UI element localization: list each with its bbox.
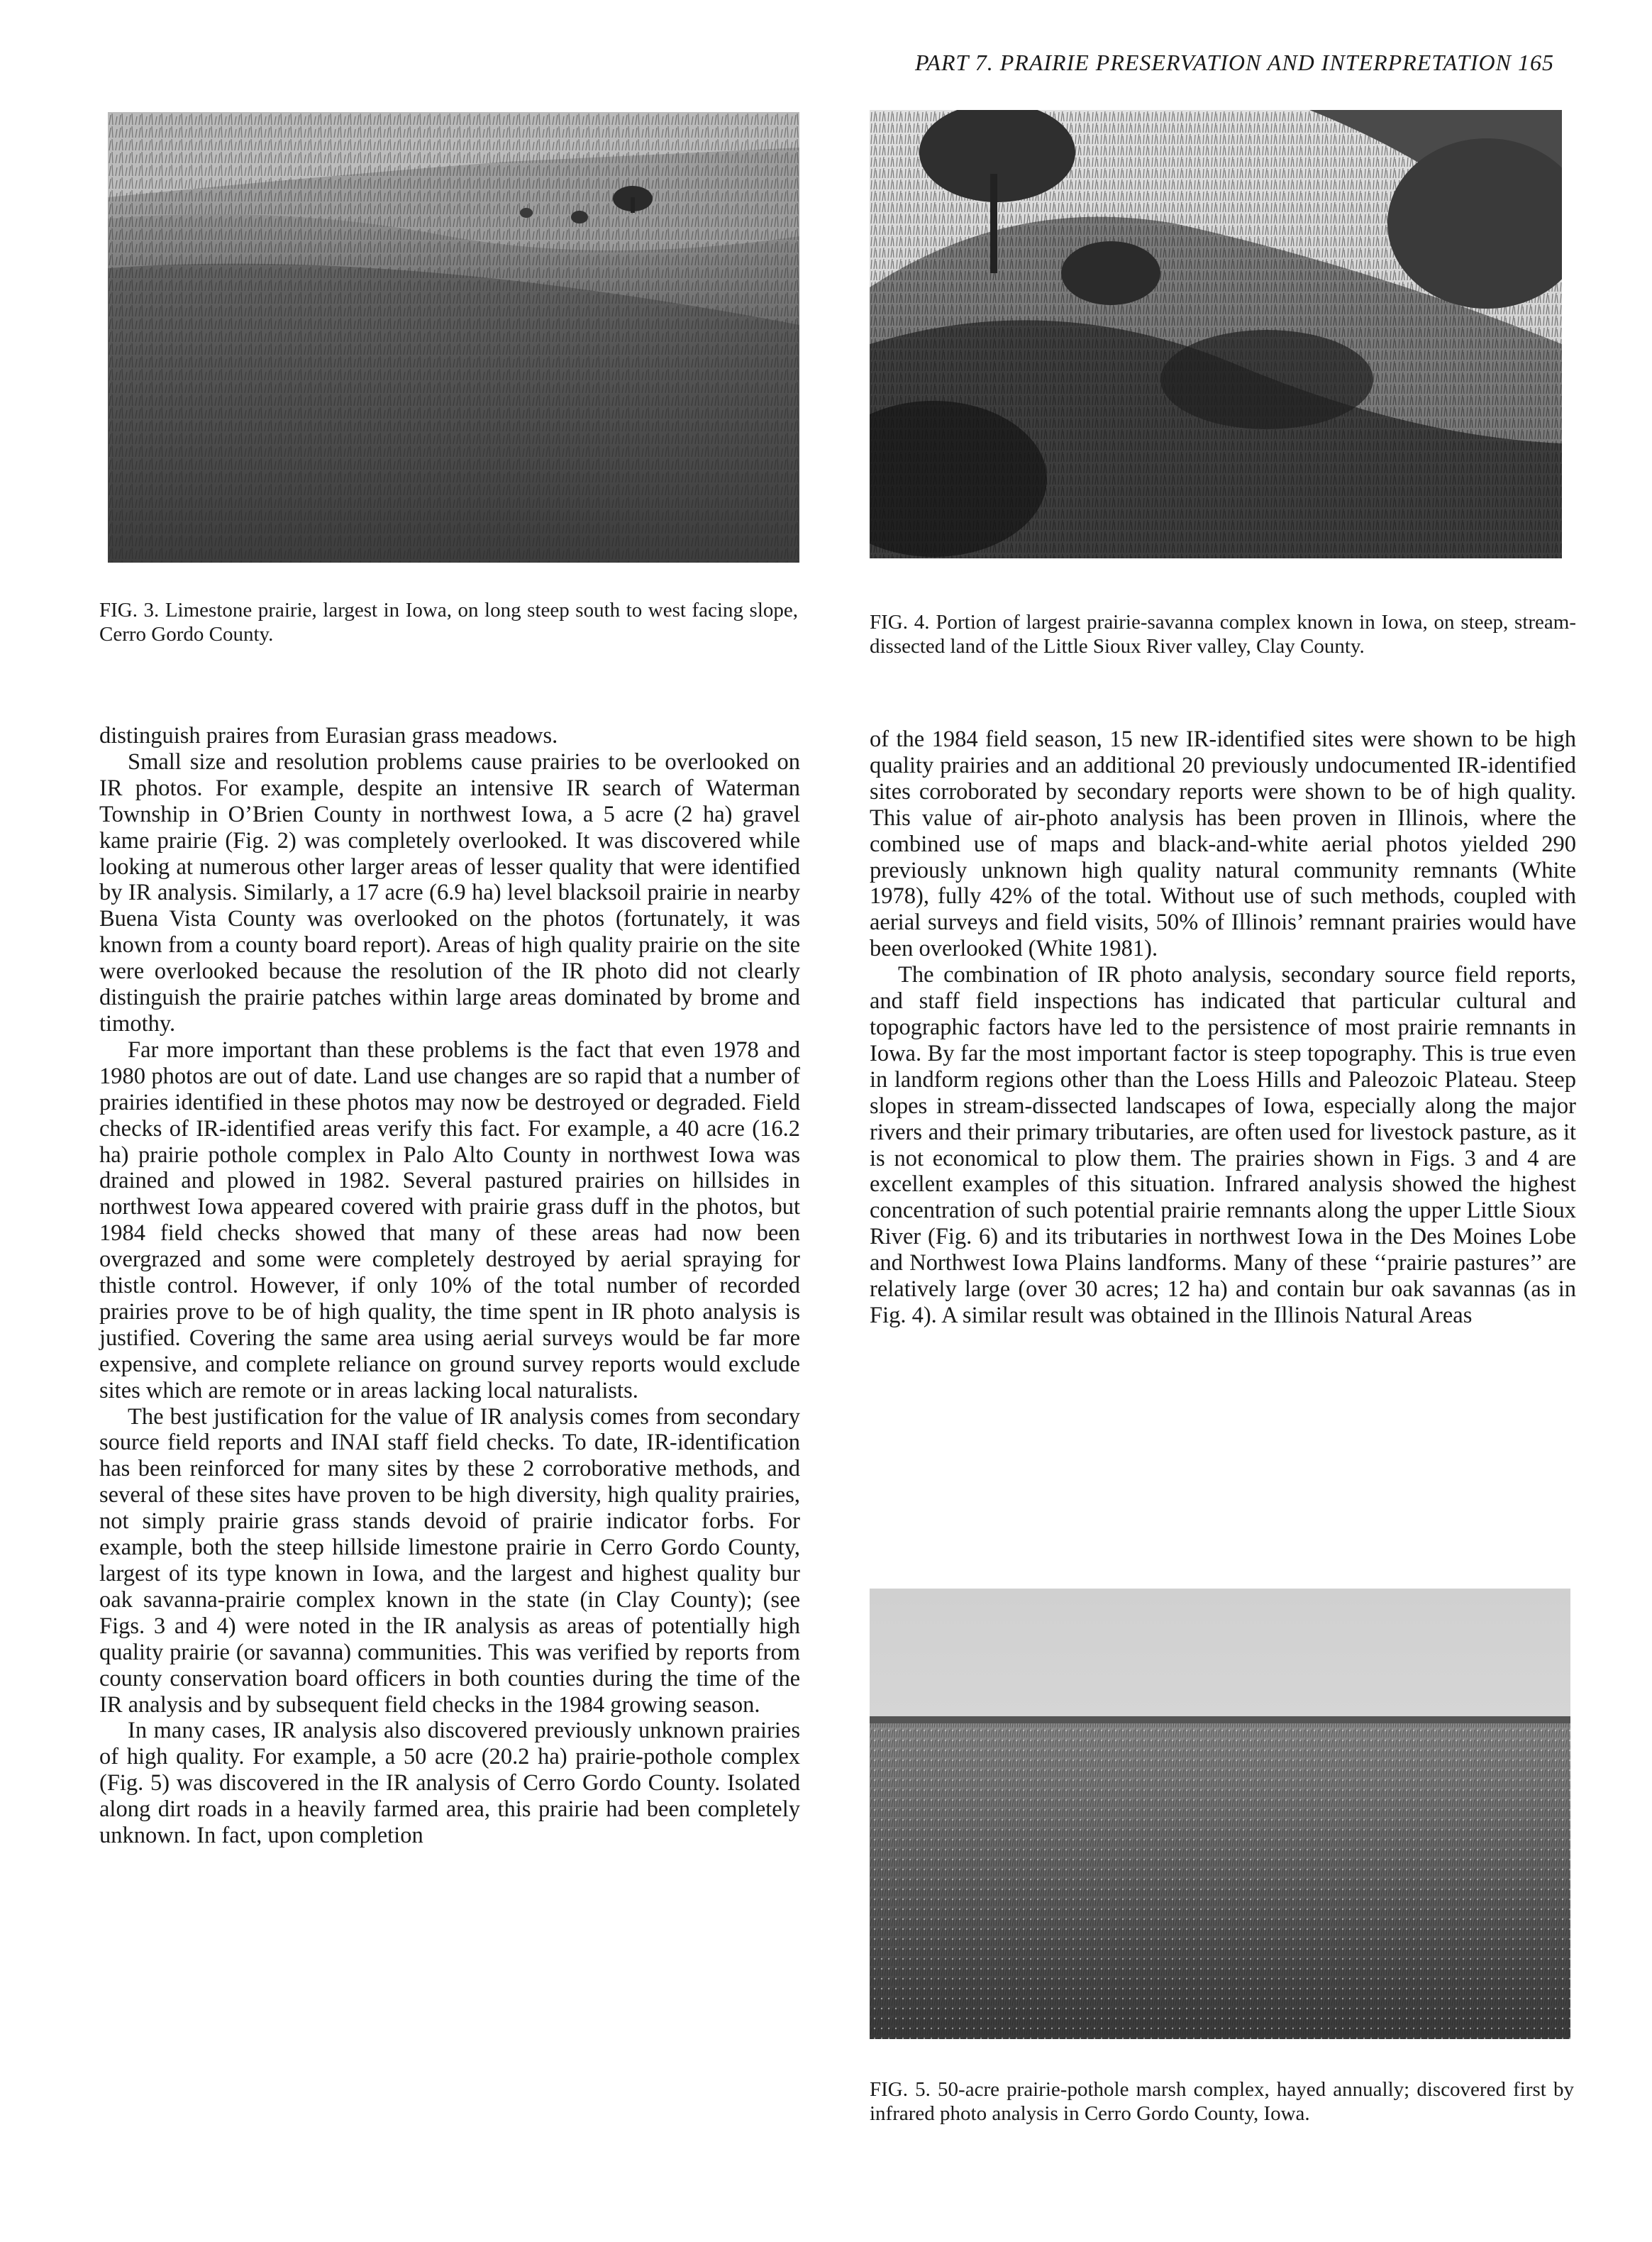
paragraph: The best justification for the value of IR analysis comes from secondary source field reports and INAI staff field checks. To date, IR-identification has been reinforced for many sites by these 2 corroborative methods, and several of these sites have proven to be high diversity, high quality prairies, not simply prairie grass stands devoid of prairie indicator forbs. For example, both the steep hillside limestone prairie in Cerro Gordo County, largest of its type known in Iowa, and the largest and highest quality bur oak savanna-prairie complex known in the state (in Clay County); (see Figs. 3 and 4) were noted in the IR analysis as areas of potentially high quality prairie (or savanna) communities. This was verified by reports from county conservation board officers in both counties during the time of the IR analysis and by subsequent field checks in the 1984 growing season.	[99, 1403, 800, 1718]
paragraph: of the 1984 field season, 15 new IR-identified sites were shown to be high quality prairies and an additional 20 previously undocumented IR-identified sites corroborated by secondary reports were shown to be of high quality. This value of air-photo analysis has been proven in Illinois, where the combined use of maps and black-and-white aerial photos yielded 290 previously unknown high quality natural community remnants (White 1978), fully 42% of the total. Without use of such methods, coupled with aerial surveys and field visits, 50% of Illinois’ remnant prairies would have been overlooked (White 1981).	[870, 727, 1576, 962]
figure-3-photo	[108, 112, 799, 563]
figure-5-photo	[870, 1589, 1570, 2039]
paragraph: The combination of IR photo analysis, secondary source field reports, and staff field inspections has indicated that particular cultural and topographic factors have led to the persistence of most prairie remnants in Iowa. By far the most important factor is steep topography. This is true even in landform regions other than the Loess Hills and Paleozoic Plateau. Steep slopes in stream-dissected landscapes of Iowa, especially along the major rivers and their primary tributaries, are often used for livestock pasture, as it is not economical to plow them. The prairies shown in Figs. 3 and 4 are excellent examples of this situation. Infrared analysis showed the highest concentration of such potential prairie remnants along the upper Little Sioux River (Fig. 6) and its tributaries in northwest Iowa in the Des Moines Lobe and Northwest Iowa Plains landforms. Many of these ‘‘prairie pastures’’ are relatively large (over 30 acres; 12 ha) and contain bur oak savannas (as in Fig. 4). A similar result was obtained in the Illinois Natural Areas	[870, 962, 1576, 1328]
left-column	[99, 723, 800, 1849]
running-head: PART 7. PRAIRIE PRESERVATION AND INTERPRETATION 165	[914, 50, 1554, 75]
right-column	[870, 727, 1576, 1329]
figure-4-caption: FIG. 4. Portion of largest prairie-savanna complex known in Iowa, on steep, stream-dissected land of the Little Sioux River valley, Clay County.	[870, 611, 1576, 658]
paragraph: In many cases, IR analysis also discovered previously unknown prairies of high quality. For example, a 50 acre (20.2 ha) prairie-pothole complex (Fig. 5) was discovered in the IR analysis of Cerro Gordo County. Isolated along dirt roads in a heavily farmed area, this prairie had been completely unknown. In fact, upon completion	[99, 1718, 800, 1849]
figure-5-caption: FIG. 5. 50-acre prairie-pothole marsh complex, hayed annually; discovered first by infrared photo analysis in Cerro Gordo County, Iowa.	[870, 2078, 1574, 2125]
paragraph: Far more important than these problems is the fact that even 1978 and 1980 photos are out of date. Land use changes are so rapid that a number of prairies identified in these photos may now be destroyed or degraded. Field checks of IR-identified areas verify this fact. For example, a 40 acre (16.2 ha) prairie pothole complex in Palo Alto County in northwest Iowa was drained and plowed in 1982. Several pastured prairies on hillsides in northwest Iowa appeared covered with prairie grass duff in the photos, but 1984 field checks showed that many of these areas had now been overgrazed and some were completely destroyed by aerial spraying for thistle control. However, if only 10% of the total number of recorded prairies prove to be of high quality, the time spent in IR photo analysis is justified. Covering the same area using aerial surveys would be far more expensive, and complete reliance on ground survey reports would exclude sites which are remote or in areas lacking local naturalists.	[99, 1037, 800, 1403]
figure-4-photo	[870, 110, 1562, 558]
paragraph: distinguish praires from Eurasian grass meadows.	[99, 723, 558, 749]
paragraph: Small size and resolution problems cause prairies to be overlooked on IR photos. For example, despite an intensive IR search of Waterman Township in O’Brien County in northwest Iowa, a 5 acre (2 ha) gravel kame prairie (Fig. 2) was completely overlooked. It was discovered while looking at numerous other larger areas of lesser quality that were identified by IR analysis. Similarly, a 17 acre (6.9 ha) level blacksoil prairie in nearby Buena Vista County was overlooked on the photos (fortunately, it was known from a county board report). Areas of high quality prairie on the site were overlooked because the resolution of the IR photo did not clearly distinguish the prairie patches within large areas dominated by brome and timothy.	[99, 749, 800, 1037]
figure-3-caption: FIG. 3. Limestone prairie, largest in Iowa, on long steep south to west facing slope, Cerro Gordo County.	[99, 599, 798, 646]
